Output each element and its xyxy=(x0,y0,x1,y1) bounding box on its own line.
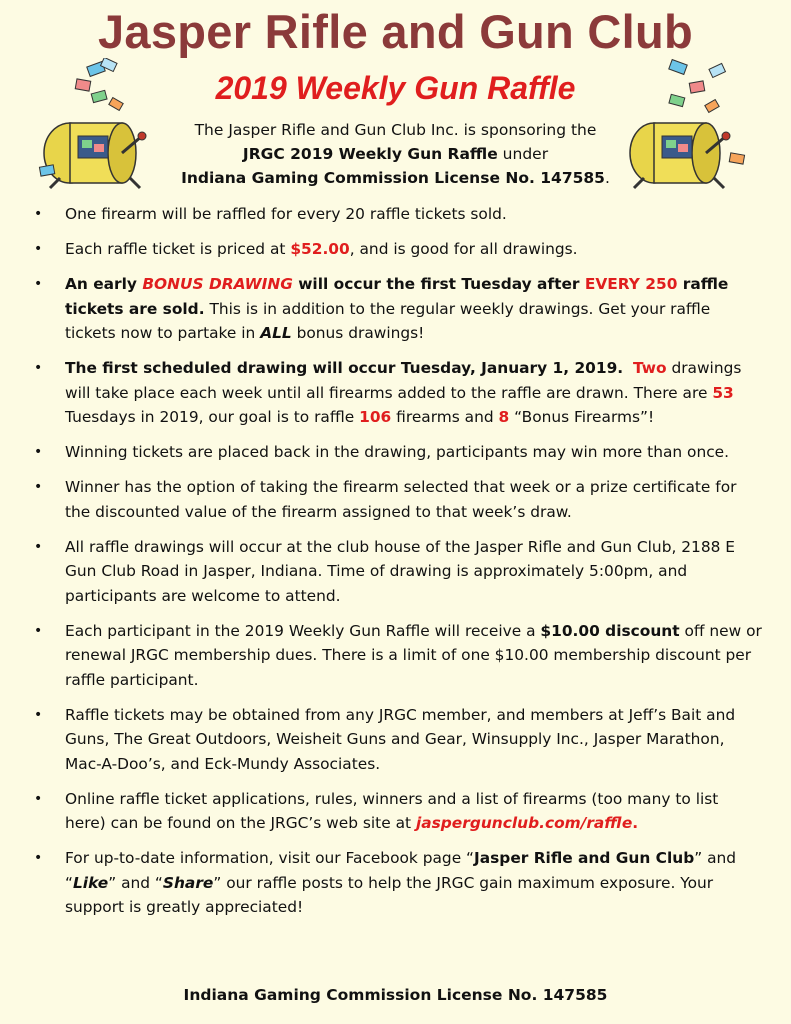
rule-item-membership-discount: • Each participant in the 2019 Weekly Gun Raffle will receive a $10.00 discount off new or renewal JRGC membership dues. There is a limit of one $10.00 membership discount per raffle participant. xyxy=(0,619,791,693)
rule-item-first-drawing: • The first scheduled drawing will occur Tuesday, January 1, 2019. Two drawings will take place each week until all firearms added to the raffle are drawn. There are 53 Tuesdays in 2019, our goal is to raffle 106 firearms and 8 “Bonus Firearms”! xyxy=(0,356,791,430)
intro-line-2: JRGC 2019 Weekly Gun Raffle under xyxy=(242,145,549,163)
rule-item-online-info: • Online raffle ticket applications, rules, winners and a list of firearms (too many to list here) can be found on the JRGC’s web site at jaspergunclub.com/raffle. xyxy=(0,787,791,836)
intro-line-3: Indiana Gaming Commission License No. 147585. xyxy=(181,169,610,187)
rule-item-winner-option: • Winner has the option of taking the firearm selected that week or a prize certificate for the discounted value of the firearm assigned to that week’s draw. xyxy=(0,475,791,524)
page-title: Jasper Rifle and Gun Club xyxy=(97,5,694,58)
rule-item-facebook: • For up-to-date information, visit our Facebook page “Jasper Rifle and Gun Club” and “Like” and “Share” our raffle posts to help the JRGC gain maximum exposure. Your support is greatly appreciated! xyxy=(0,846,791,920)
rule-item-bonus-drawing: • An early BONUS DRAWING will occur the first Tuesday after EVERY 250 raffle tickets are sold. This is in addition to the regular weekly drawings. Get your raffle tickets now to partake in ALL bonus drawings! xyxy=(0,272,791,346)
rule-item-ticket-price: • Each raffle ticket is priced at $52.00, and is good for all drawings. xyxy=(0,237,791,262)
rule-item-ticket-outlets: • Raffle tickets may be obtained from any JRGC member, and members at Jeff’s Bait and Guns, The Great Outdoors, Weisheit Guns and Gear, Winsupply Inc., Jasper Marathon, Mac-A-Doo’s, and Eck-Mundy Associates. xyxy=(0,703,791,777)
raffle-rules-list xyxy=(0,202,791,930)
ticket-price: $52.00 xyxy=(290,240,350,258)
intro-text xyxy=(150,118,641,190)
facebook-page-name: Jasper Rifle and Gun Club xyxy=(474,849,695,867)
footer-license: Indiana Gaming Commission License No. 147585 xyxy=(183,986,608,1004)
rule-item-tickets-per-firearm: • One firearm will be raffled for every 20 raffle tickets sold. xyxy=(0,202,791,227)
page-subtitle: 2019 Weekly Gun Raffle xyxy=(215,70,576,106)
rule-item-drawing-location: • All raffle drawings will occur at the club house of the Jasper Rifle and Gun Club, 2188 E Gun Club Road in Jasper, Indiana. Time of drawing is approximately 5:00pm, and participants are welcome to attend. xyxy=(0,535,791,609)
intro-line-1: The Jasper Rifle and Gun Club Inc. is sponsoring the xyxy=(194,121,597,139)
rule-item-winning-tickets: • Winning tickets are placed back in the drawing, participants may win more than once. xyxy=(0,440,791,465)
raffle-website-link[interactable]: jaspergunclub.com/raffle xyxy=(415,814,633,832)
raffle-drum-icon xyxy=(30,58,160,190)
